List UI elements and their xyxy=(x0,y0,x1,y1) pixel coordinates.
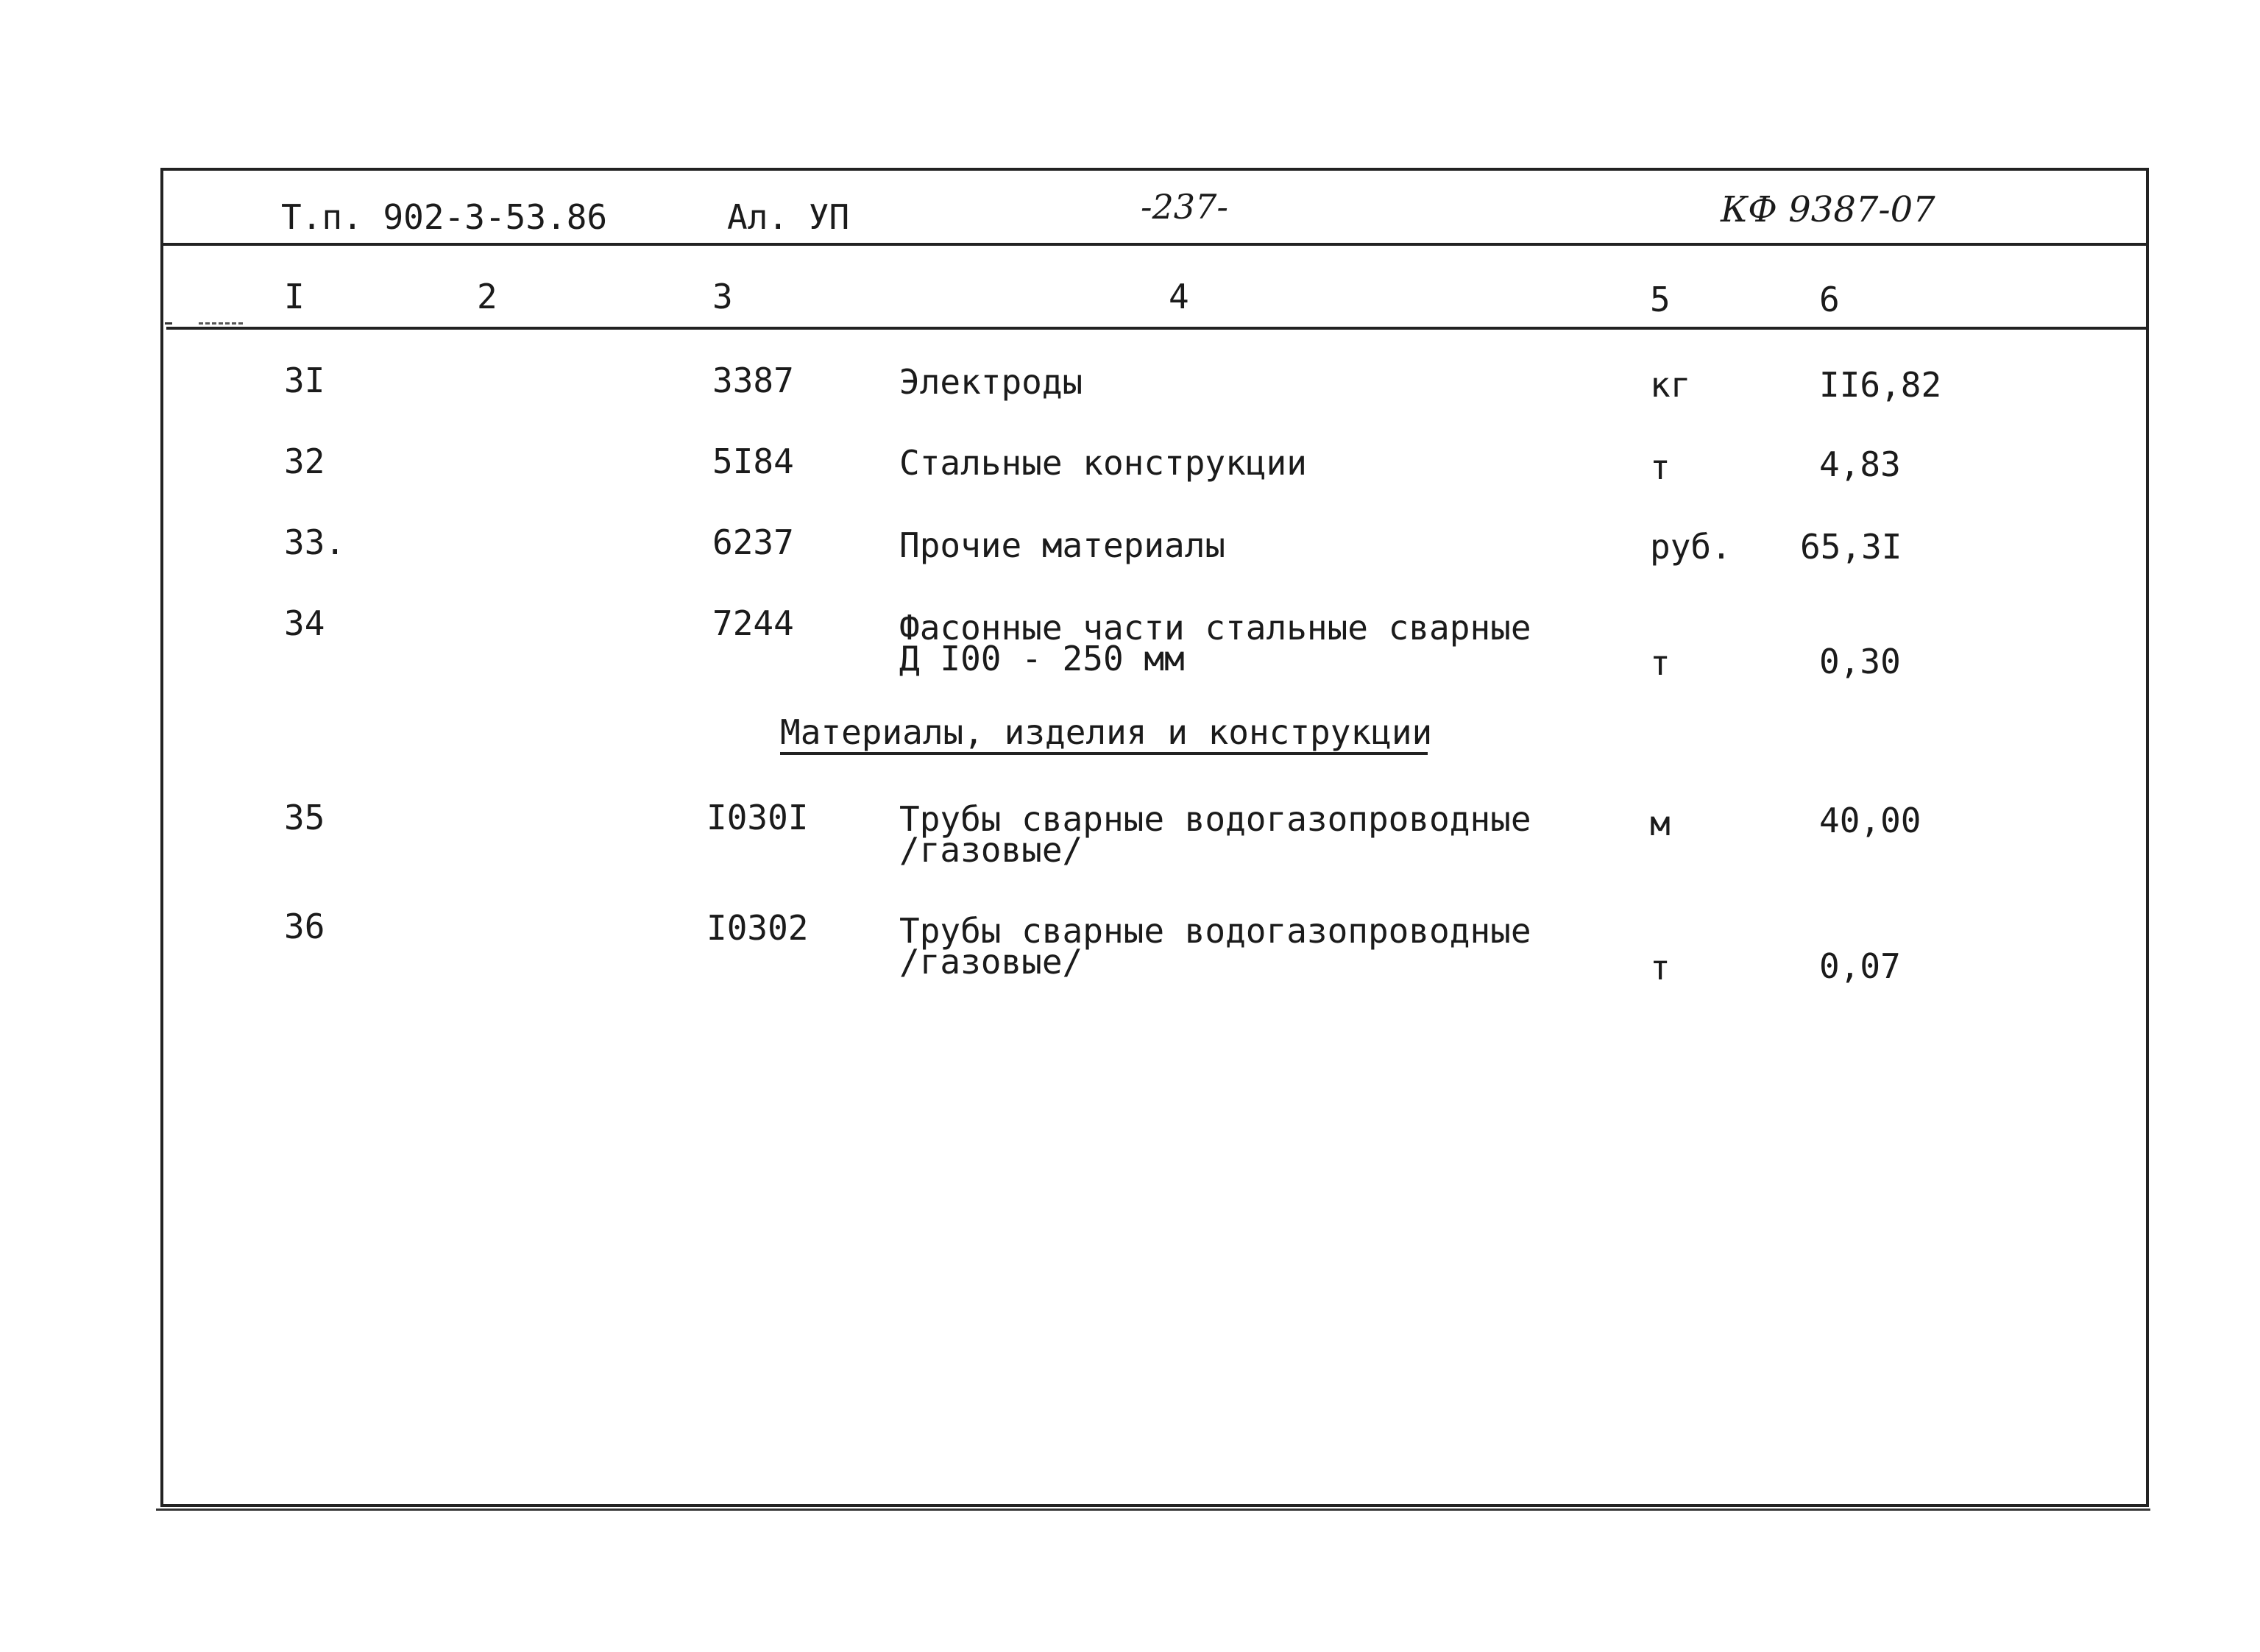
name-line: Д I00 - 250 мм xyxy=(899,639,1185,678)
table-row-name xyxy=(899,608,1531,678)
column-header-6: 6 xyxy=(1819,280,1840,319)
table-row-code: 6237 xyxy=(712,522,794,562)
table-row-unit: т xyxy=(1650,447,1671,487)
table-row-unit: м xyxy=(1650,804,1671,843)
table-row-code: I0302 xyxy=(706,908,809,948)
table-row-num: 32 xyxy=(284,442,325,481)
margin-tick xyxy=(165,322,172,325)
table-row-qty: 0,30 xyxy=(1819,642,1901,681)
frame-bottom-edge xyxy=(156,1509,2150,1511)
name-line: Прочие материалы xyxy=(899,525,1226,565)
column-header-4: 4 xyxy=(1169,277,1189,316)
table-row-num: 3I xyxy=(284,361,325,400)
page-number: -237- xyxy=(1141,187,1228,227)
column-header-divider xyxy=(166,327,2149,330)
table-row-num: 35 xyxy=(284,798,325,837)
name-line: Стальные конструкции xyxy=(899,443,1307,483)
table-row-qty: II6,82 xyxy=(1819,365,1942,405)
table-row-unit: руб. xyxy=(1650,527,1732,567)
table-row-num: 34 xyxy=(284,603,325,643)
table-row-unit: т xyxy=(1650,643,1671,683)
name-line: Трубы сварные водогазопроводные xyxy=(899,799,1531,839)
margin-dash xyxy=(199,322,243,325)
column-header-5: 5 xyxy=(1650,280,1671,319)
column-header-3: 3 xyxy=(712,277,733,316)
album-label: Ал. УП xyxy=(727,197,850,237)
table-row-name xyxy=(899,525,1226,565)
table-row-code: I030I xyxy=(706,798,809,837)
table-row-qty: 40,00 xyxy=(1819,801,1921,840)
section-title-underline xyxy=(780,752,1428,755)
column-header-2: 2 xyxy=(477,277,497,316)
table-row-unit: кг xyxy=(1650,365,1691,405)
table-row-name xyxy=(899,362,1083,402)
table-row-name xyxy=(899,911,1531,982)
table-row-code: 5I84 xyxy=(712,442,794,481)
table-row-name xyxy=(899,799,1531,870)
table-row-code: 3387 xyxy=(712,361,794,400)
section-title: Материалы, изделия и конструкции xyxy=(780,712,1433,752)
table-row-qty: 0,07 xyxy=(1819,946,1901,986)
name-line: Электроды xyxy=(899,362,1083,402)
name-line: /газовые/ xyxy=(899,830,1083,870)
table-row-num: 36 xyxy=(284,907,325,946)
table-row-name xyxy=(899,443,1307,483)
name-line: Трубы сварные водогазопроводные xyxy=(899,911,1531,951)
table-row-num: 33. xyxy=(284,522,346,562)
table-row-code: 7244 xyxy=(712,603,794,643)
document-code: КФ 9387-07 xyxy=(1721,189,1935,230)
project-code: Т.п. 902-3-53.86 xyxy=(281,197,608,237)
table-row-qty: 4,83 xyxy=(1819,444,1901,484)
name-line: Фасонные части стальные сварные xyxy=(899,608,1531,648)
column-header-1: I xyxy=(284,277,305,316)
table-row-qty: 65,3I xyxy=(1800,527,1902,567)
header-divider xyxy=(160,243,2149,246)
table-row-unit: т xyxy=(1650,948,1671,988)
name-line: /газовые/ xyxy=(899,942,1083,982)
